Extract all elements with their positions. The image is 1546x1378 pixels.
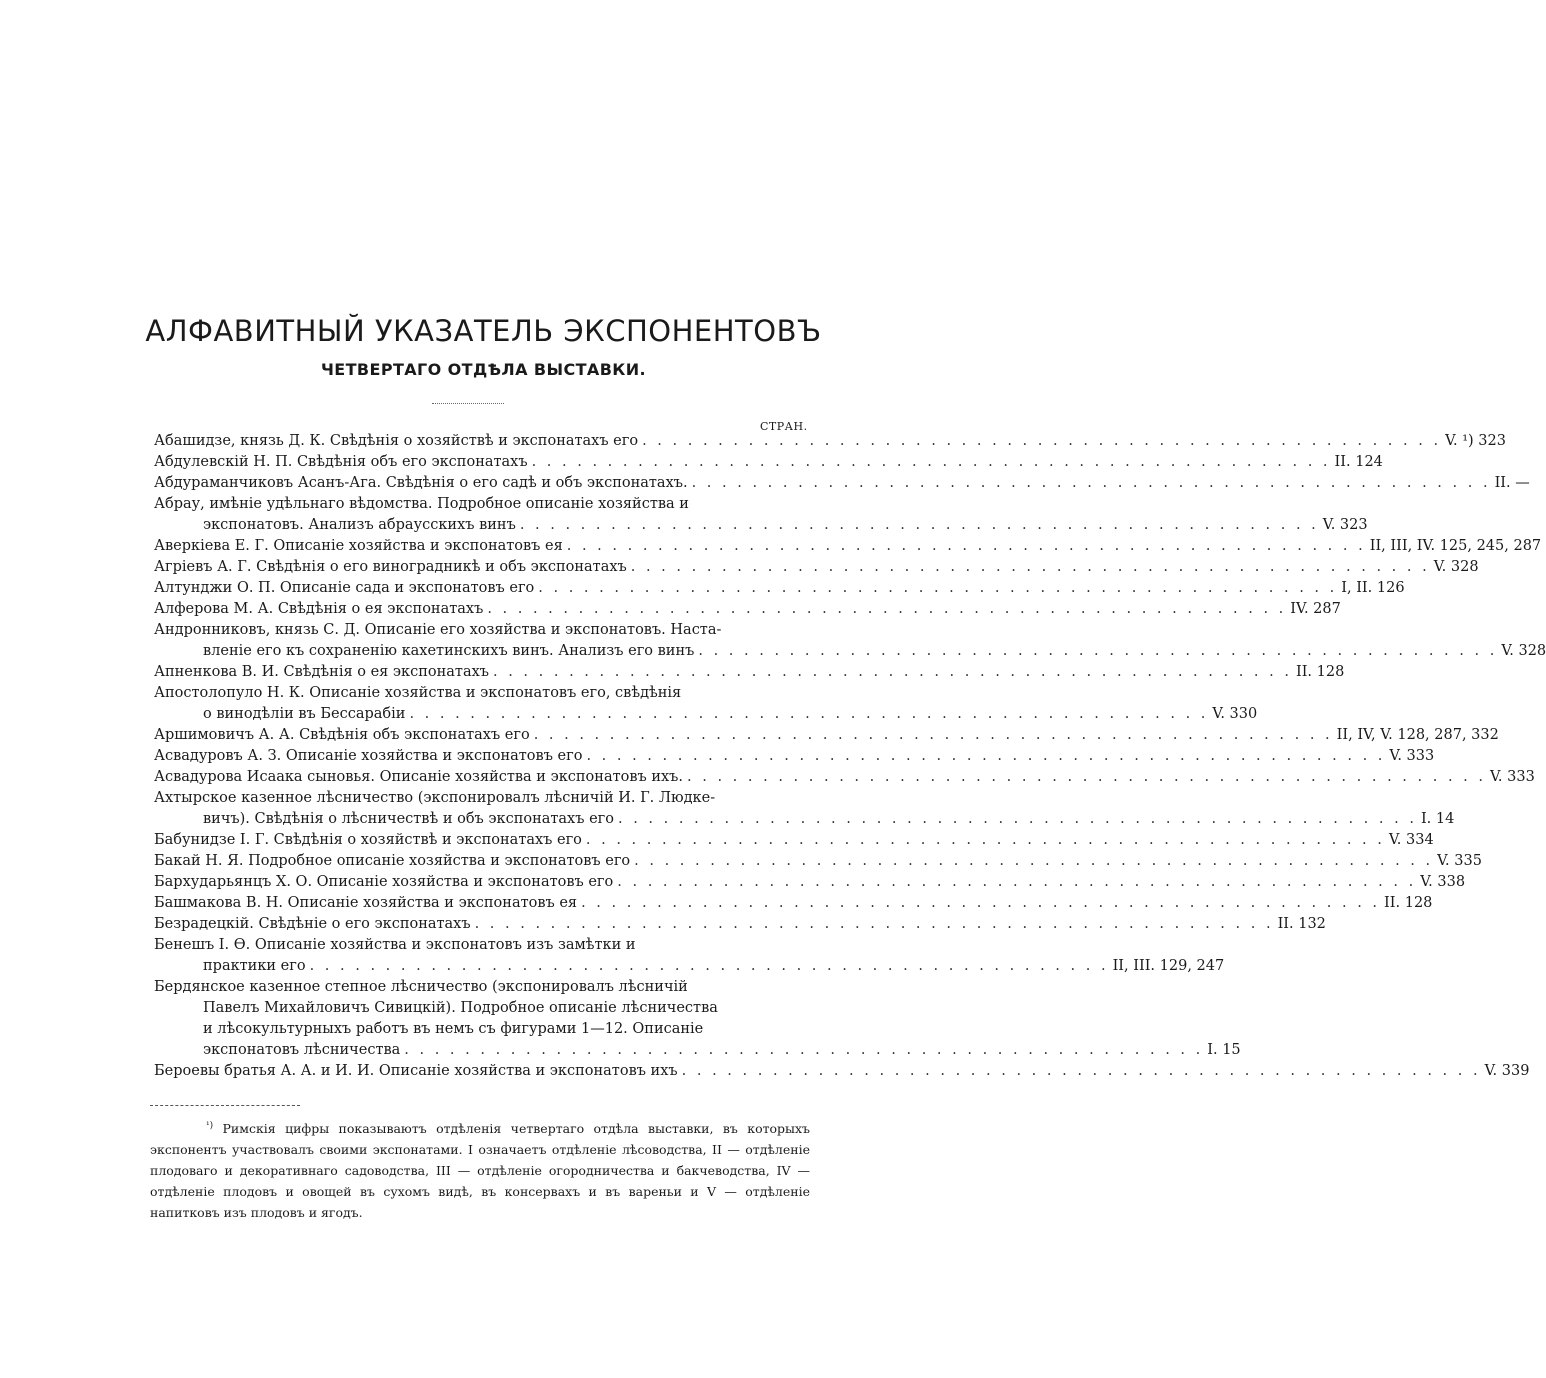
index-entry-pages: V. 328	[1501, 643, 1546, 659]
index-entry-text: Асвадурова Исаака сыновья. Описаніе хозяйства и экспонатовъ ихъ.	[154, 769, 684, 785]
index-entry-text: Апостолопуло Н. К. Описаніе хозяйства и экспонатовъ его, свѣдѣнія	[154, 685, 682, 701]
leader-dots	[627, 559, 1434, 575]
leader-dots	[613, 874, 1420, 890]
index-entry-pages: I. 15	[1207, 1042, 1241, 1058]
index-line	[203, 706, 1258, 727]
index-entry-pages: I, II. 126	[1341, 580, 1405, 596]
index-entry-pages: IV. 287	[1290, 601, 1341, 617]
index-entry-pages: II, IV, V. 128, 287, 332	[1336, 727, 1499, 743]
index-entry-text: Бабунидзе І. Г. Свѣдѣнія о хозяйствѣ и экспонатахъ его	[154, 832, 582, 848]
index-line	[154, 538, 1542, 559]
index-entry-pages: V. 333	[1389, 748, 1435, 764]
index-entry-text: Бакай Н. Я. Подробное описаніе хозяйства и экспонатовъ его	[154, 853, 631, 869]
index-line	[154, 853, 1482, 874]
leader-dots	[489, 664, 1296, 680]
index-entry-text: Павелъ Михайловичъ Сивицкій). Подробное описаніе лѣсничества	[203, 1000, 718, 1016]
footnote-text: Римскія цифры показываютъ отдѣленія четвертаго отдѣла выставки, въ которыхъ экспонентъ участвовалъ своими экспонатами. I означаетъ отдѣленіе лѣсоводства, II — отдѣленіе плодоваго и декоративнаго садоводства, III — отдѣленіе огородничества и бакчеводства, IV — отдѣленіе плодовъ и овощей въ сухомъ видѣ, въ консервахъ и въ вареньи и V — отдѣленіе напитковъ изъ плодовъ и ягодъ.	[150, 1121, 810, 1221]
leader-dots	[688, 475, 1495, 491]
index-entry-text: Абдулевскій Н. П. Свѣдѣнія объ его экспонатахъ	[154, 454, 528, 470]
index-entry-text: Бероевы братья А. А. и И. И. Описаніе хозяйства и экспонатовъ ихъ	[154, 1063, 678, 1079]
index-entry-pages: II. 128	[1295, 664, 1345, 680]
index-line	[154, 769, 1535, 790]
index-entry-text: Бенешъ І. Ѳ. Описаніе хозяйства и экспонатовъ изъ замѣтки и	[154, 937, 636, 953]
index-entry-text: вленіе его къ сохраненію кахетинскихъ винъ. Анализъ его винъ	[203, 643, 695, 659]
index-entry-text: Апненкова В. И. Свѣдѣнія о ея экспонатахъ	[154, 664, 489, 680]
index-line	[154, 727, 1499, 748]
index-entry-text: Безрадецкій. Свѣдѣніе о его экспонатахъ	[154, 916, 471, 932]
index-line	[154, 895, 1433, 916]
index-line	[203, 1042, 1241, 1063]
leader-dots	[577, 895, 1384, 911]
page-title: АЛФАВИТНЫЙ УКАЗАТЕЛЬ ЭКСПОНЕНТОВЪ	[145, 314, 822, 348]
index-line	[154, 748, 1435, 769]
leader-dots	[400, 1042, 1207, 1058]
index-line	[154, 979, 810, 1000]
index-entry-pages: II, III, IV. 125, 245, 287	[1369, 538, 1542, 554]
index-line	[154, 454, 1383, 475]
index-line	[154, 622, 810, 643]
leader-dots	[483, 601, 1290, 617]
footnote-separator	[150, 1105, 300, 1106]
index-entry-pages: II. 132	[1277, 916, 1326, 932]
index-entry-text: Асвадуровъ А. З. Описаніе хозяйства и экспонатовъ его	[154, 748, 583, 764]
index-line	[154, 559, 1479, 580]
index-entry-text: и лѣсокультурныхъ работъ въ немъ съ фигурами 1—12. Описаніе	[203, 1021, 704, 1037]
index-entry-pages: V. 338	[1420, 874, 1466, 890]
index-line	[203, 1000, 810, 1021]
leader-dots	[683, 769, 1490, 785]
index-entry-pages: I. 14	[1420, 811, 1455, 827]
index-entry-pages: II. 124	[1334, 454, 1383, 470]
page-column-label: СТРАН.	[760, 420, 808, 433]
index-line	[154, 475, 1530, 496]
leader-dots	[306, 958, 1113, 974]
index-line	[154, 664, 1345, 685]
leader-dots	[582, 748, 1389, 764]
index-line	[154, 580, 1405, 601]
leader-dots	[582, 832, 1389, 848]
index-line	[203, 958, 1225, 979]
index-line	[154, 685, 810, 706]
index-entry-pages: V. 339	[1484, 1063, 1530, 1079]
index-entry-pages: V. ¹) 323	[1445, 433, 1506, 449]
index-entry-pages: II. —	[1494, 475, 1530, 491]
index-line	[154, 874, 1466, 895]
index-line	[154, 496, 810, 517]
index-line	[154, 937, 810, 958]
index-line	[203, 643, 1546, 664]
index-entry-text: Абашидзе, князь Д. К. Свѣдѣнія о хозяйствѣ и экспонатахъ его	[154, 433, 639, 449]
leader-dots	[678, 1063, 1485, 1079]
index-entry-text: о винодѣліи въ Бессарабіи	[203, 706, 406, 722]
index-entry-text: вичъ). Свѣдѣнія о лѣсничествѣ и объ экспонатахъ его	[203, 811, 614, 827]
index-entry-pages: V. 334	[1388, 832, 1434, 848]
index-entry-text: Андронниковъ, князь С. Д. Описаніе его хозяйства и экспонатовъ. Наста-	[154, 622, 722, 638]
index-line	[203, 1021, 810, 1042]
index-entry-text: Бердянское казенное степное лѣсничество (экспонировалъ лѣсничій	[154, 979, 688, 995]
index-entry-pages: II. 128	[1384, 895, 1433, 911]
index-entry-text: экспонатовъ лѣсничества	[203, 1042, 401, 1058]
index-entry-text: Абдураманчиковъ Асанъ-Ага. Свѣдѣнія о его садѣ и объ экспонатахъ.	[154, 475, 688, 491]
leader-dots	[694, 643, 1501, 659]
leader-dots	[516, 517, 1323, 533]
index-entry-text: Башмакова В. Н. Описаніе хозяйства и экспонатовъ ея	[154, 895, 578, 911]
leader-dots	[530, 727, 1337, 743]
index-line	[154, 916, 1326, 937]
leader-dots	[534, 580, 1341, 596]
index-entry-pages: V. 333	[1490, 769, 1535, 785]
index-line	[154, 832, 1434, 853]
index-entry-text: Ахтырское казенное лѣсничество (экспонировалъ лѣсничій И. Г. Людке-	[154, 790, 716, 806]
index-entry-text: Абрау, имѣніе удѣльнаго вѣдомства. Подробное описаніе хозяйства и	[154, 496, 689, 512]
page-subtitle: ЧЕТВЕРТАГО ОТДѢЛА ВЫСТАВКИ.	[320, 360, 647, 379]
index-entry-text: Аршимовичъ А. А. Свѣдѣнія объ экспонатахъ его	[154, 727, 530, 743]
leader-dots	[471, 916, 1278, 932]
leader-dots	[528, 454, 1335, 470]
index-entry-pages: II, III. 129, 247	[1112, 958, 1225, 974]
index-line	[154, 433, 1506, 454]
index-entry-text: Алтунджи О. П. Описаніе сада и экспонатовъ его	[154, 580, 535, 596]
index-line	[154, 1063, 1530, 1084]
index-entry-pages: V. 328	[1433, 559, 1479, 575]
index-entry-pages: V. 323	[1322, 517, 1368, 533]
index-entry-text: Агріевъ А. Г. Свѣдѣнія о его виноградникѣ и объ экспонатахъ	[154, 559, 627, 575]
leader-dots	[405, 706, 1212, 722]
footnote-marker: ¹)	[206, 1121, 214, 1131]
index-line	[203, 517, 1368, 538]
index-entry-pages: V. 330	[1212, 706, 1258, 722]
index-line	[154, 790, 810, 811]
index-entry-pages: V. 335	[1437, 853, 1482, 869]
index-entry-text: Аверкіева Е. Г. Описаніе хозяйства и экспонатовъ ея	[154, 538, 563, 554]
leader-dots	[638, 433, 1445, 449]
index-entry-text: Алферова М. А. Свѣдѣнія о ея экспонатахъ	[154, 601, 484, 617]
leader-dots	[630, 853, 1437, 869]
index-line	[203, 811, 1455, 832]
leader-dots	[614, 811, 1421, 827]
footnote	[150, 1116, 810, 1223]
index-entry-text: экспонатовъ. Анализъ абраусскихъ винъ	[203, 517, 516, 533]
index-entry-text: практики его	[203, 958, 306, 974]
index-line	[154, 601, 1341, 622]
leader-dots	[563, 538, 1370, 554]
index-entry-text: Бархударьянцъ Х. О. Описаніе хозяйства и экспонатовъ его	[154, 874, 614, 890]
